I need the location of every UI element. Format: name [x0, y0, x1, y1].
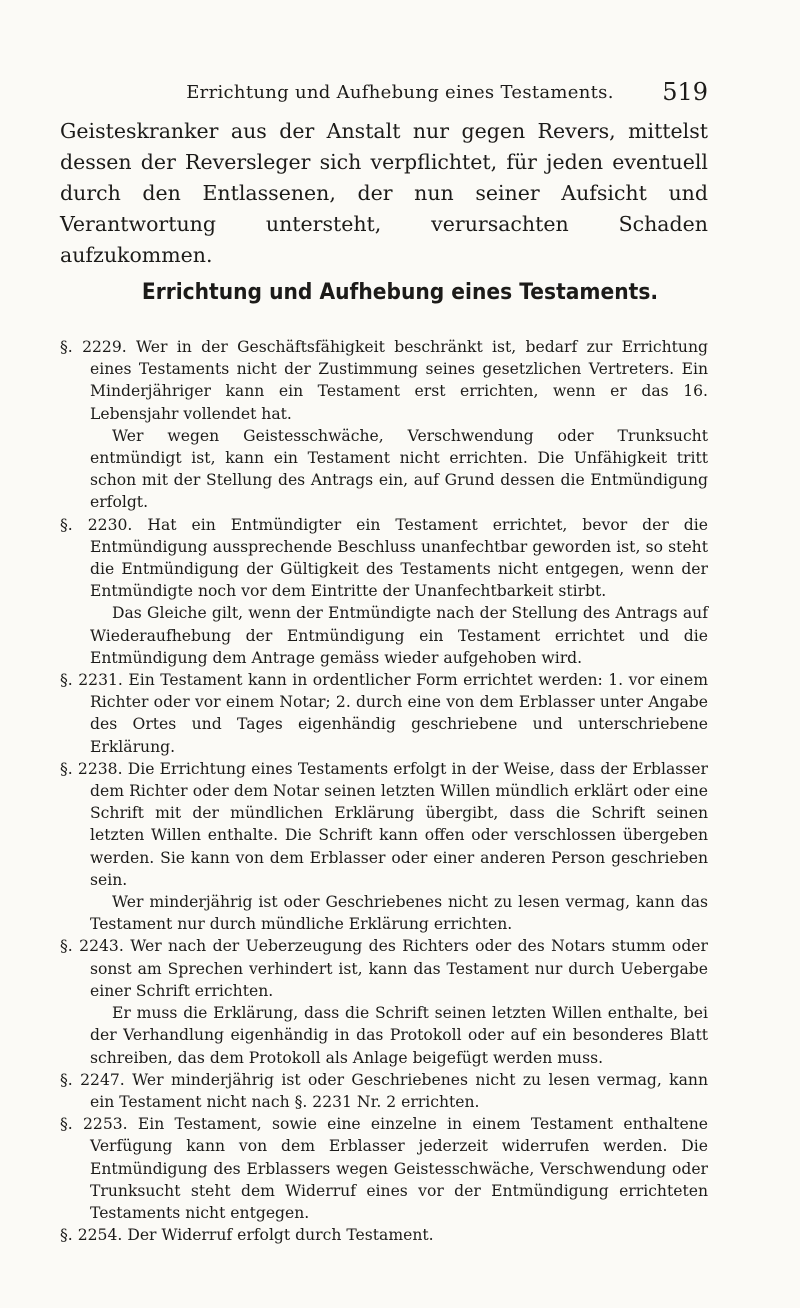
- law-section: [60, 1069, 708, 1113]
- section-paragraph: [60, 669, 708, 758]
- section-paragraph: Das Gleiche gilt, wenn der Entmündigte nach der Stellung des Antrags auf Wiederaufhebung der Entmündigung ein Testament errichtet und die Entmündigung dem Antrage gemäss wieder aufgehoben wird.: [90, 604, 708, 667]
- section-number: §. 2243.: [60, 937, 124, 956]
- section-paragraph: [60, 336, 708, 425]
- law-section: [60, 758, 708, 936]
- section-paragraph: Wer wegen Geistesschwäche, Verschwendung oder Trunksucht entmündigt ist, kann ein Testament nicht errichten. Die Unfähigkeit tritt schon mit der Stellung des Antrags ein, auf Grund dessen die Entmündigung erfolgt.: [90, 426, 708, 512]
- section-text: Ein Testament, sowie eine einzelne in einem Testament enthaltene Verfügung kann von dem Erblasser jederzeit widerrufen werden. Die Entmündigung des Erblassers wegen Geistesschwäche, Verschwendung oder Trunksucht steht dem Widerruf eines vor der Entmündigung errichteten Testaments nicht entgegen.: [90, 1115, 708, 1222]
- section-number: §. 2253.: [60, 1115, 128, 1134]
- running-title: Errichtung und Aufhebung eines Testaments.: [186, 82, 614, 103]
- section-paragraph: Wer minderjährig ist oder Geschriebenes nicht zu lesen vermag, kann das Testament nur durch mündliche Erklärung errichten.: [90, 893, 708, 934]
- law-section: [60, 1224, 708, 1246]
- law-section: [60, 935, 708, 1068]
- section-number: §. 2254.: [60, 1226, 123, 1245]
- section-paragraph: [60, 1113, 708, 1224]
- section-text: Wer minderjährig ist oder Geschriebenes nicht zu lesen vermag, kann ein Testament nicht nach §. 2231 Nr. 2 errichten.: [90, 1070, 708, 1111]
- section-paragraph: [60, 1069, 708, 1113]
- section-paragraph: [60, 1224, 708, 1246]
- section-paragraph: [60, 935, 708, 1002]
- law-section: [60, 336, 708, 514]
- section-paragraph: [60, 514, 708, 603]
- section-text: Hat ein Entmündigter ein Testament errichtet, bevor der die Entmündigung aussprechende Beschluss unanfechtbar geworden ist, so steht die Entmündigung der Gültigkeit des Testaments nicht entgegen, wenn der Entmündigte noch vor dem Eintritte der Unanfechtbarkeit stirbt.: [90, 515, 708, 601]
- section-number: §. 2238.: [60, 759, 123, 778]
- intro-paragraph: Geisteskranker aus der Anstalt nur gegen Revers, mittelst dessen der Reversleger sich verpflichtet, für jeden eventuell durch den Entlassenen, der nun seiner Aufsicht und Verantwortung untersteht, verursachten Schaden aufzukommen.: [60, 119, 708, 267]
- law-sections: [60, 336, 708, 1246]
- law-section: [60, 669, 708, 758]
- law-section: [60, 1113, 708, 1224]
- section-number: §. 2247.: [60, 1070, 125, 1089]
- section-heading: Errichtung und Aufhebung eines Testaments.: [141, 280, 659, 305]
- law-section: [60, 514, 708, 669]
- section-number: §. 2229.: [60, 338, 127, 356]
- section-text: Wer in der Geschäftsfähigkeit beschränkt ist, bedarf zur Errichtung eines Testaments nicht der Zustimmung seines gesetzlichen Vertreters. Ein Minderjähriger kann ein Testament erst errichten, wenn er das 16. Lebensjahr vollendet hat.: [90, 338, 708, 423]
- section-text: Ein Testament kann in ordentlicher Form errichtet werden: 1. vor einem Richter oder vor einem Notar; 2. durch eine von dem Erblasser unter Angabe des Ortes und Tages eigenhändig geschriebene und unterschriebene Erklärung.: [90, 671, 708, 756]
- section-text: Der Widerruf erfolgt durch Testament.: [127, 1226, 434, 1245]
- section-paragraph: [60, 758, 708, 891]
- section-paragraph: Er muss die Erklärung, dass die Schrift seinen letzten Willen enthalte, bei der Verhandlung eigenhändig in das Protokoll oder auf ein besonderes Blatt schreiben, das dem Protokoll als Anlage beigefügt werden muss.: [90, 1004, 708, 1067]
- section-number: §. 2230.: [60, 515, 133, 534]
- section-number: §. 2231.: [60, 671, 123, 690]
- section-text: Die Errichtung eines Testaments erfolgt in der Weise, dass der Erblasser dem Richter oder dem Notar seinen letzten Willen mündlich erklärt oder eine Schrift mit der mündlichen Erklärung übergibt, dass die Schrift seinen letzten Willen enthalte. Die Schrift kann offen oder verschlossen übergeben werden. Sie kann von dem Erblasser oder einer anderen Person geschrieben sein.: [90, 759, 708, 889]
- page-number: 519: [662, 78, 708, 106]
- running-head: [0, 78, 800, 110]
- section-text: Wer nach der Ueberzeugung des Richters oder des Notars stumm oder sonst am Sprechen verhindert ist, kann das Testament nur durch Uebergabe einer Schrift errichten.: [90, 937, 708, 1000]
